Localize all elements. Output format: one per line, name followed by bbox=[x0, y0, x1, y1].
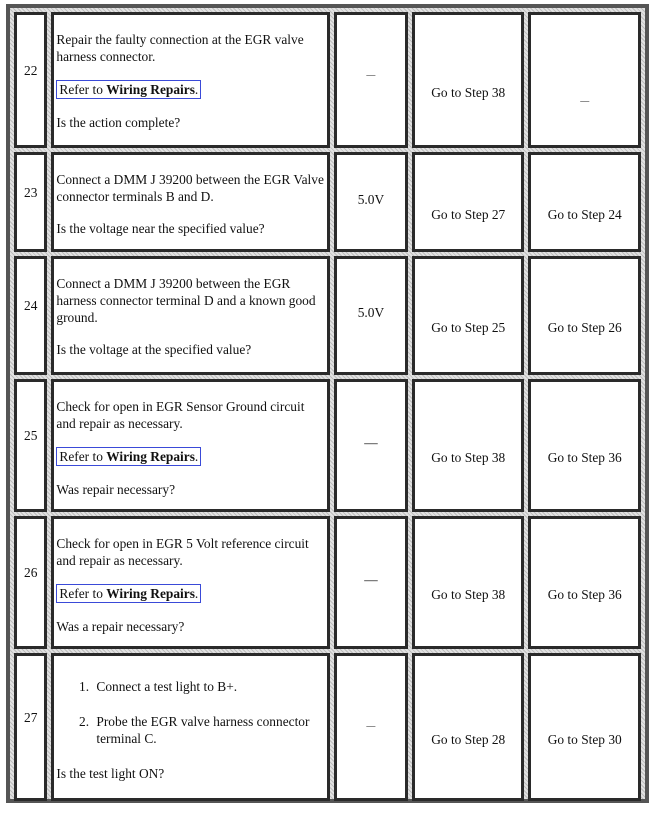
action-text: Connect a DMM J 39200 between the EGR Valve connector terminals B and D. bbox=[56, 172, 324, 204]
no-cell: — bbox=[528, 12, 641, 148]
yes-cell: Go to Step 38 bbox=[412, 12, 524, 148]
action-cell bbox=[51, 379, 329, 512]
step-number: 24 bbox=[14, 256, 47, 375]
step-list bbox=[56, 678, 325, 747]
wiring-repairs-link[interactable]: Refer to Wiring Repairs. bbox=[56, 584, 201, 603]
table-row bbox=[14, 12, 641, 148]
table-row bbox=[14, 516, 641, 649]
step-number: 26 bbox=[14, 516, 47, 649]
diagnostic-table-frame bbox=[6, 4, 649, 803]
no-cell: Go to Step 36 bbox=[528, 379, 641, 512]
question-text: Was repair necessary? bbox=[56, 482, 176, 497]
action-text: Connect a DMM J 39200 between the EGR harness connector terminal D and a known good ground. bbox=[56, 276, 316, 325]
value-cell: 5.0V bbox=[334, 152, 408, 252]
value-cell: — bbox=[334, 379, 408, 512]
action-text: Check for open in EGR 5 Volt reference circuit and repair as necessary. bbox=[56, 536, 309, 568]
action-cell bbox=[51, 12, 329, 148]
yes-cell: Go to Step 25 bbox=[412, 256, 524, 375]
diagnostic-table bbox=[10, 8, 645, 805]
table-row bbox=[14, 152, 641, 252]
step-number: 25 bbox=[14, 379, 47, 512]
list-item: 1. Connect a test light to B+. bbox=[92, 678, 325, 695]
action-cell bbox=[51, 152, 329, 252]
no-cell: Go to Step 26 bbox=[528, 256, 641, 375]
question-text: Is the action complete? bbox=[56, 115, 181, 130]
table-row bbox=[14, 653, 641, 801]
value-cell: 5.0V bbox=[334, 256, 408, 375]
table-row bbox=[14, 379, 641, 512]
question-text: Was a repair necessary? bbox=[56, 619, 185, 634]
step-number: 22 bbox=[14, 12, 47, 148]
yes-cell: Go to Step 38 bbox=[412, 516, 524, 649]
action-cell bbox=[51, 653, 329, 801]
yes-cell: Go to Step 28 bbox=[412, 653, 524, 801]
no-cell: Go to Step 24 bbox=[528, 152, 641, 252]
wiring-repairs-link[interactable]: Refer to Wiring Repairs. bbox=[56, 80, 201, 99]
question-text: Is the test light ON? bbox=[56, 766, 165, 781]
question-text: Is the voltage near the specified value? bbox=[56, 221, 265, 236]
table-row bbox=[14, 256, 641, 375]
action-text: Repair the faulty connection at the EGR valve harness connector. bbox=[56, 32, 304, 64]
action-cell bbox=[51, 516, 329, 649]
yes-cell: Go to Step 27 bbox=[412, 152, 524, 252]
step-number: 23 bbox=[14, 152, 47, 252]
yes-cell: Go to Step 38 bbox=[412, 379, 524, 512]
no-cell: Go to Step 36 bbox=[528, 516, 641, 649]
value-cell: — bbox=[334, 653, 408, 801]
question-text: Is the voltage at the specified value? bbox=[56, 342, 252, 357]
value-cell: — bbox=[334, 12, 408, 148]
list-item: 2. Probe the EGR valve harness connector terminal C. bbox=[92, 713, 325, 747]
action-cell bbox=[51, 256, 329, 375]
action-text: Check for open in EGR Sensor Ground circuit and repair as necessary. bbox=[56, 399, 305, 431]
wiring-repairs-link[interactable]: Refer to Wiring Repairs. bbox=[56, 447, 201, 466]
no-cell: Go to Step 30 bbox=[528, 653, 641, 801]
value-cell: — bbox=[334, 516, 408, 649]
step-number: 27 bbox=[14, 653, 47, 801]
